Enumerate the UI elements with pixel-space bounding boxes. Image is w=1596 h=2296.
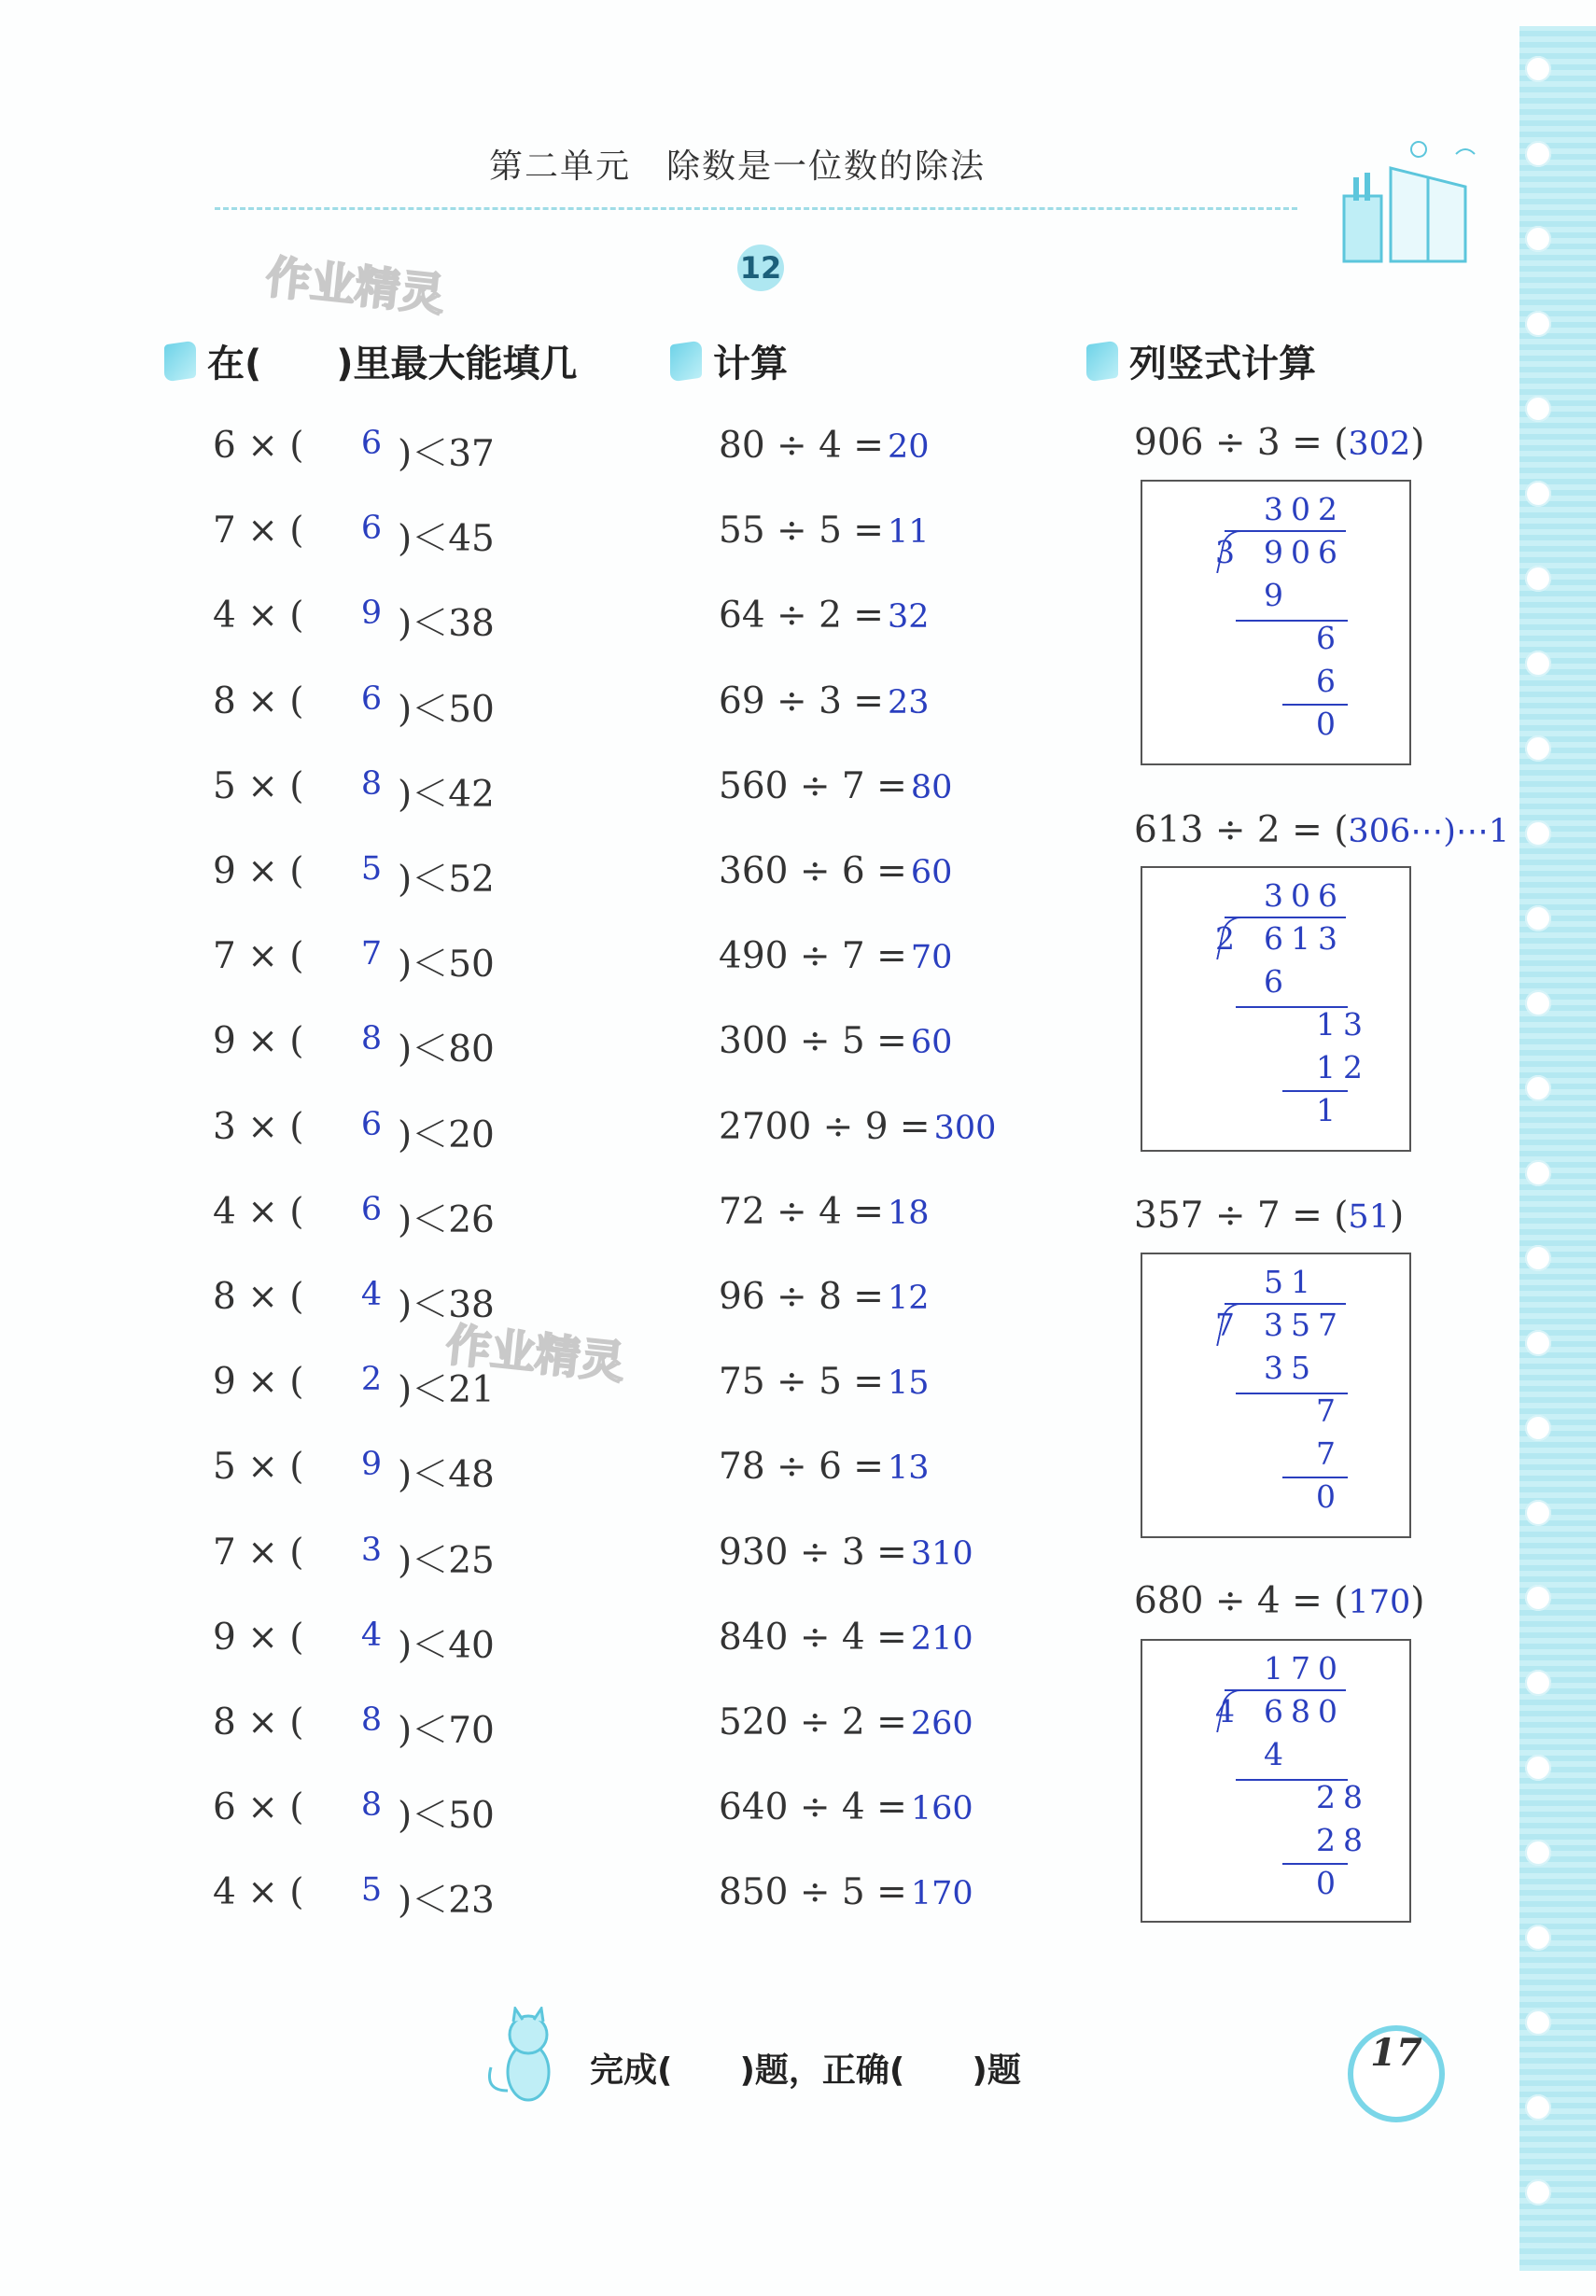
calculation-expression: 75 ÷ 5 =: [719, 1361, 884, 1404]
long-division-work-box: [1141, 480, 1411, 765]
inequality-left: 9 × (: [213, 1361, 304, 1404]
inequality-right: )＜42: [398, 773, 495, 816]
spiral-ring-icon: [1525, 481, 1551, 507]
calculation-answer: 300: [933, 1109, 997, 1147]
division-answer: 51: [1348, 1198, 1390, 1236]
calculation-row: [719, 1786, 973, 1828]
division-divisor: 2: [1215, 920, 1235, 957]
division-step: 7: [1316, 1435, 1343, 1472]
spiral-ring-icon: [1525, 566, 1551, 592]
inequality-answer: 7: [360, 935, 383, 973]
calculation-answer: 15: [888, 1365, 930, 1403]
watermark: 作业精灵: [263, 251, 447, 322]
calculation-row: [719, 1361, 930, 1403]
division-expression: 613 ÷ 2 = (: [1134, 809, 1349, 851]
division-expression: 680 ÷ 4 = (: [1134, 1580, 1349, 1622]
spiral-ring-icon: [1525, 1585, 1551, 1611]
calculation-row: [719, 1532, 973, 1574]
inequality-answer: 4: [360, 1276, 383, 1313]
spiral-ring-icon: [1525, 2009, 1551, 2036]
calculation-row: [719, 680, 930, 722]
section-marker-icon: [1086, 340, 1118, 382]
section-marker-icon: [164, 340, 196, 382]
calculation-expression: 850 ÷ 5 =: [719, 1871, 907, 1914]
inequality-left: 7 × (: [213, 935, 304, 978]
calculation-expression: 300 ÷ 5 =: [719, 1020, 907, 1063]
division-remainder: 1: [1316, 1092, 1343, 1128]
division-remainder: 0: [1316, 706, 1343, 742]
inequality-left: 8 × (: [213, 1701, 304, 1743]
spiral-ring-icon: [1525, 2179, 1551, 2205]
division-quotient: 51: [1264, 1264, 1318, 1300]
spiral-ring-icon: [1525, 396, 1551, 422]
calculation-expression: 80 ÷ 4 =: [719, 425, 884, 467]
page-number: 17: [1348, 2025, 1445, 2122]
division-quotient: 302: [1264, 491, 1345, 527]
inequality-left: 4 × (: [213, 1190, 304, 1233]
spiral-ring-icon: [1525, 1330, 1551, 1356]
inequality-left: 5 × (: [213, 764, 304, 807]
division-quotient: 306: [1264, 877, 1345, 914]
inequality-left: 5 × (: [213, 1446, 304, 1489]
inequality-answer: 5: [360, 1871, 383, 1910]
inequality-answer: 2: [360, 1361, 383, 1399]
inequality-right: )＜23: [398, 1880, 495, 1923]
division-step: 6: [1264, 963, 1291, 1000]
calculation-answer: 13: [888, 1449, 930, 1488]
calculation-answer: 60: [910, 1024, 953, 1062]
division-expression: 357 ÷ 7 = (: [1134, 1195, 1349, 1237]
calculation-row: [719, 1106, 996, 1148]
division-step: 12: [1316, 1049, 1370, 1085]
inequality-answer: 4: [360, 1616, 383, 1654]
calculation-expression: 69 ÷ 3 =: [719, 679, 884, 722]
calculation-expression: 490 ÷ 7 =: [719, 935, 907, 978]
inequality-left: 8 × (: [213, 679, 304, 722]
inequality-right: )＜50: [398, 688, 495, 731]
calculation-expression: 78 ÷ 6 =: [719, 1446, 884, 1489]
inequality-answer: 6: [360, 679, 383, 718]
calculation-row: [719, 1617, 973, 1659]
inequality-answer: 8: [360, 1020, 383, 1058]
division-step: 35: [1264, 1350, 1318, 1386]
calculation-expression: 360 ÷ 6 =: [719, 850, 907, 892]
spiral-ring-icon: [1525, 905, 1551, 931]
calculation-row: [719, 1446, 930, 1488]
division-step: 28: [1316, 1822, 1370, 1858]
division-step: 7: [1316, 1393, 1343, 1429]
inequality-answer: 6: [360, 1105, 383, 1143]
inequality-right: )＜40: [398, 1624, 495, 1667]
calculation-answer: 170: [910, 1875, 973, 1913]
long-division-work-box: [1141, 866, 1411, 1152]
division-divisor: 3: [1215, 534, 1235, 570]
division-close: ): [1389, 1195, 1405, 1237]
calculation-row: [719, 1020, 952, 1062]
calculation-row: [719, 765, 952, 807]
spiral-ring-icon: [1525, 820, 1551, 847]
division-expression: 906 ÷ 3 = (: [1134, 422, 1349, 464]
division-dividend: 357: [1264, 1307, 1345, 1343]
division-quotient: 170: [1264, 1650, 1345, 1687]
inequality-right: )＜37: [398, 433, 495, 475]
calculation-row: [719, 1871, 973, 1913]
spiral-ring-icon: [1525, 141, 1551, 167]
long-division-question: [1134, 1580, 1424, 1622]
section-calc-heading: 计算: [670, 334, 788, 387]
inequality-answer: 9: [360, 1446, 383, 1484]
division-remainder: 0: [1316, 1865, 1343, 1901]
division-divisor: 4: [1215, 1693, 1235, 1729]
calculation-answer: 260: [910, 1705, 973, 1743]
inequality-left: 6 × (: [213, 1786, 304, 1829]
spiral-ring-icon: [1525, 2094, 1551, 2121]
inequality-right: )＜20: [398, 1113, 495, 1156]
inequality-answer: 3: [360, 1531, 383, 1569]
inequality-left: 7 × (: [213, 1531, 304, 1574]
division-bar: [1225, 917, 1346, 918]
calculation-expression: 64 ÷ 2 =: [719, 595, 884, 637]
calculation-expression: 72 ÷ 4 =: [719, 1190, 884, 1233]
header-divider: [215, 207, 1297, 210]
inequality-right: )＜50: [398, 944, 495, 987]
division-bar: [1225, 1303, 1346, 1305]
division-bar: [1225, 1689, 1346, 1691]
division-dividend: 906: [1264, 534, 1345, 570]
calculation-expression: 2700 ÷ 9 =: [719, 1105, 931, 1148]
calculation-expression: 520 ÷ 2 =: [719, 1701, 907, 1743]
division-remainder: 0: [1316, 1478, 1343, 1515]
inequality-right: )＜45: [398, 518, 495, 561]
division-step: 4: [1264, 1736, 1291, 1772]
calculation-answer: 210: [910, 1619, 973, 1658]
calculation-row: [719, 1191, 930, 1233]
cat-icon: [482, 2007, 566, 2109]
calculation-expression: 96 ÷ 8 =: [719, 1276, 884, 1318]
inequality-right: )＜38: [398, 1284, 495, 1326]
inequality-answer: 8: [360, 1786, 383, 1825]
spiral-ring-icon: [1525, 1840, 1551, 1866]
division-answer: 170: [1348, 1584, 1411, 1621]
inequality-left: 4 × (: [213, 1871, 304, 1914]
calculation-answer: 80: [910, 768, 953, 806]
inequality-left: 4 × (: [213, 595, 304, 637]
inequality-right: )＜21: [398, 1369, 495, 1412]
inequality-answer: 8: [360, 1701, 383, 1739]
calculation-answer: 32: [888, 598, 930, 637]
unit-title: 第二单元 除数是一位数的除法: [488, 147, 986, 186]
section-marker-icon: [670, 340, 702, 382]
calculation-expression: 640 ÷ 4 =: [719, 1786, 907, 1829]
inequality-answer: 5: [360, 850, 383, 888]
inequality-left: 3 × (: [213, 1105, 304, 1148]
calculation-row: [719, 1701, 973, 1743]
long-division-question: [1134, 1195, 1404, 1237]
inequality-right: )＜50: [398, 1795, 495, 1838]
division-step: 6: [1316, 663, 1343, 699]
division-step: 13: [1316, 1006, 1370, 1043]
calculation-answer: 160: [910, 1790, 973, 1828]
division-step: 9: [1264, 577, 1291, 613]
inequality-answer: 6: [360, 510, 383, 548]
inequality-right: )＜26: [398, 1198, 495, 1241]
division-divisor: 7: [1215, 1307, 1235, 1343]
calculation-row: [719, 1276, 930, 1318]
spiral-ring-icon: [1525, 1415, 1551, 1441]
division-bar: [1225, 530, 1346, 532]
division-close: ): [1410, 422, 1425, 464]
completion-record: 完成( )题，正确( )题: [590, 2051, 1021, 2090]
calculation-expression: 55 ÷ 5 =: [719, 510, 884, 553]
inequality-left: 7 × (: [213, 510, 304, 553]
calculation-answer: 20: [888, 428, 930, 466]
inequality-left: 9 × (: [213, 1616, 304, 1659]
spiral-ring-icon: [1525, 990, 1551, 1016]
calculation-answer: 310: [910, 1534, 973, 1573]
inequality-answer: 6: [360, 425, 383, 462]
calculation-row: [719, 935, 952, 977]
calculation-row: [719, 510, 930, 552]
inequality-right: )＜25: [398, 1539, 495, 1582]
calculation-answer: 60: [910, 854, 953, 891]
inequality-right: )＜38: [398, 603, 495, 646]
inequality-right: )＜80: [398, 1029, 495, 1071]
long-division-work-box: [1141, 1253, 1411, 1538]
spiral-ring-icon: [1525, 1925, 1551, 1951]
inequality-right: )＜48: [398, 1454, 495, 1497]
long-division-work-box: [1141, 1639, 1411, 1923]
calculation-answer: 11: [888, 513, 930, 552]
calculation-row: [719, 595, 930, 637]
watermark: 作业精灵: [443, 1319, 627, 1390]
spiral-ring-icon: [1525, 1755, 1551, 1781]
inequality-left: 8 × (: [213, 1276, 304, 1318]
division-step: 6: [1316, 620, 1343, 656]
calculation-row: [719, 425, 930, 467]
spiral-ring-icon: [1525, 226, 1551, 252]
inequality-answer: 9: [360, 595, 383, 633]
spiral-ring-icon: [1525, 1500, 1551, 1526]
spiral-ring-icon: [1525, 651, 1551, 677]
division-answer: 306⋯)⋯1: [1348, 813, 1510, 850]
inequality-right: )＜52: [398, 859, 495, 901]
inequality-right: )＜70: [398, 1710, 495, 1752]
spiral-ring-icon: [1525, 735, 1551, 762]
division-answer: 302: [1348, 426, 1411, 463]
calculation-answer: 12: [888, 1280, 930, 1317]
spiral-ring-icon: [1525, 1075, 1551, 1101]
calculation-expression: 930 ÷ 3 =: [719, 1531, 907, 1574]
inequality-answer: 8: [360, 764, 383, 803]
spiral-ring-icon: [1525, 311, 1551, 337]
inequality-answer: 6: [360, 1190, 383, 1228]
calculation-answer: 18: [888, 1194, 930, 1232]
division-dividend: 680: [1264, 1693, 1345, 1729]
inequality-left: 9 × (: [213, 850, 304, 892]
calculation-answer: 23: [888, 683, 930, 721]
division-step: 28: [1316, 1779, 1370, 1815]
section-vertical-heading: 列竖式计算: [1086, 334, 1316, 387]
long-division-question: [1134, 422, 1424, 464]
spiral-ring-icon: [1525, 1245, 1551, 1271]
division-dividend: 613: [1264, 920, 1345, 957]
spiral-ring-icon: [1525, 56, 1551, 82]
spiral-ring-icon: [1525, 1670, 1551, 1696]
inequality-left: 6 × (: [213, 425, 304, 467]
long-division-question: [1134, 809, 1509, 851]
inequality-left: 9 × (: [213, 1020, 304, 1063]
section-fill-heading: 在( )里最大能填几: [164, 334, 578, 387]
spiral-ring-icon: [1525, 1160, 1551, 1186]
division-close: ): [1410, 1580, 1425, 1622]
calculation-expression: 840 ÷ 4 =: [719, 1616, 907, 1659]
calculation-expression: 560 ÷ 7 =: [719, 764, 907, 807]
lesson-number-badge: 12: [737, 245, 784, 291]
calculation-row: [719, 850, 952, 892]
calculation-answer: 70: [910, 939, 953, 977]
